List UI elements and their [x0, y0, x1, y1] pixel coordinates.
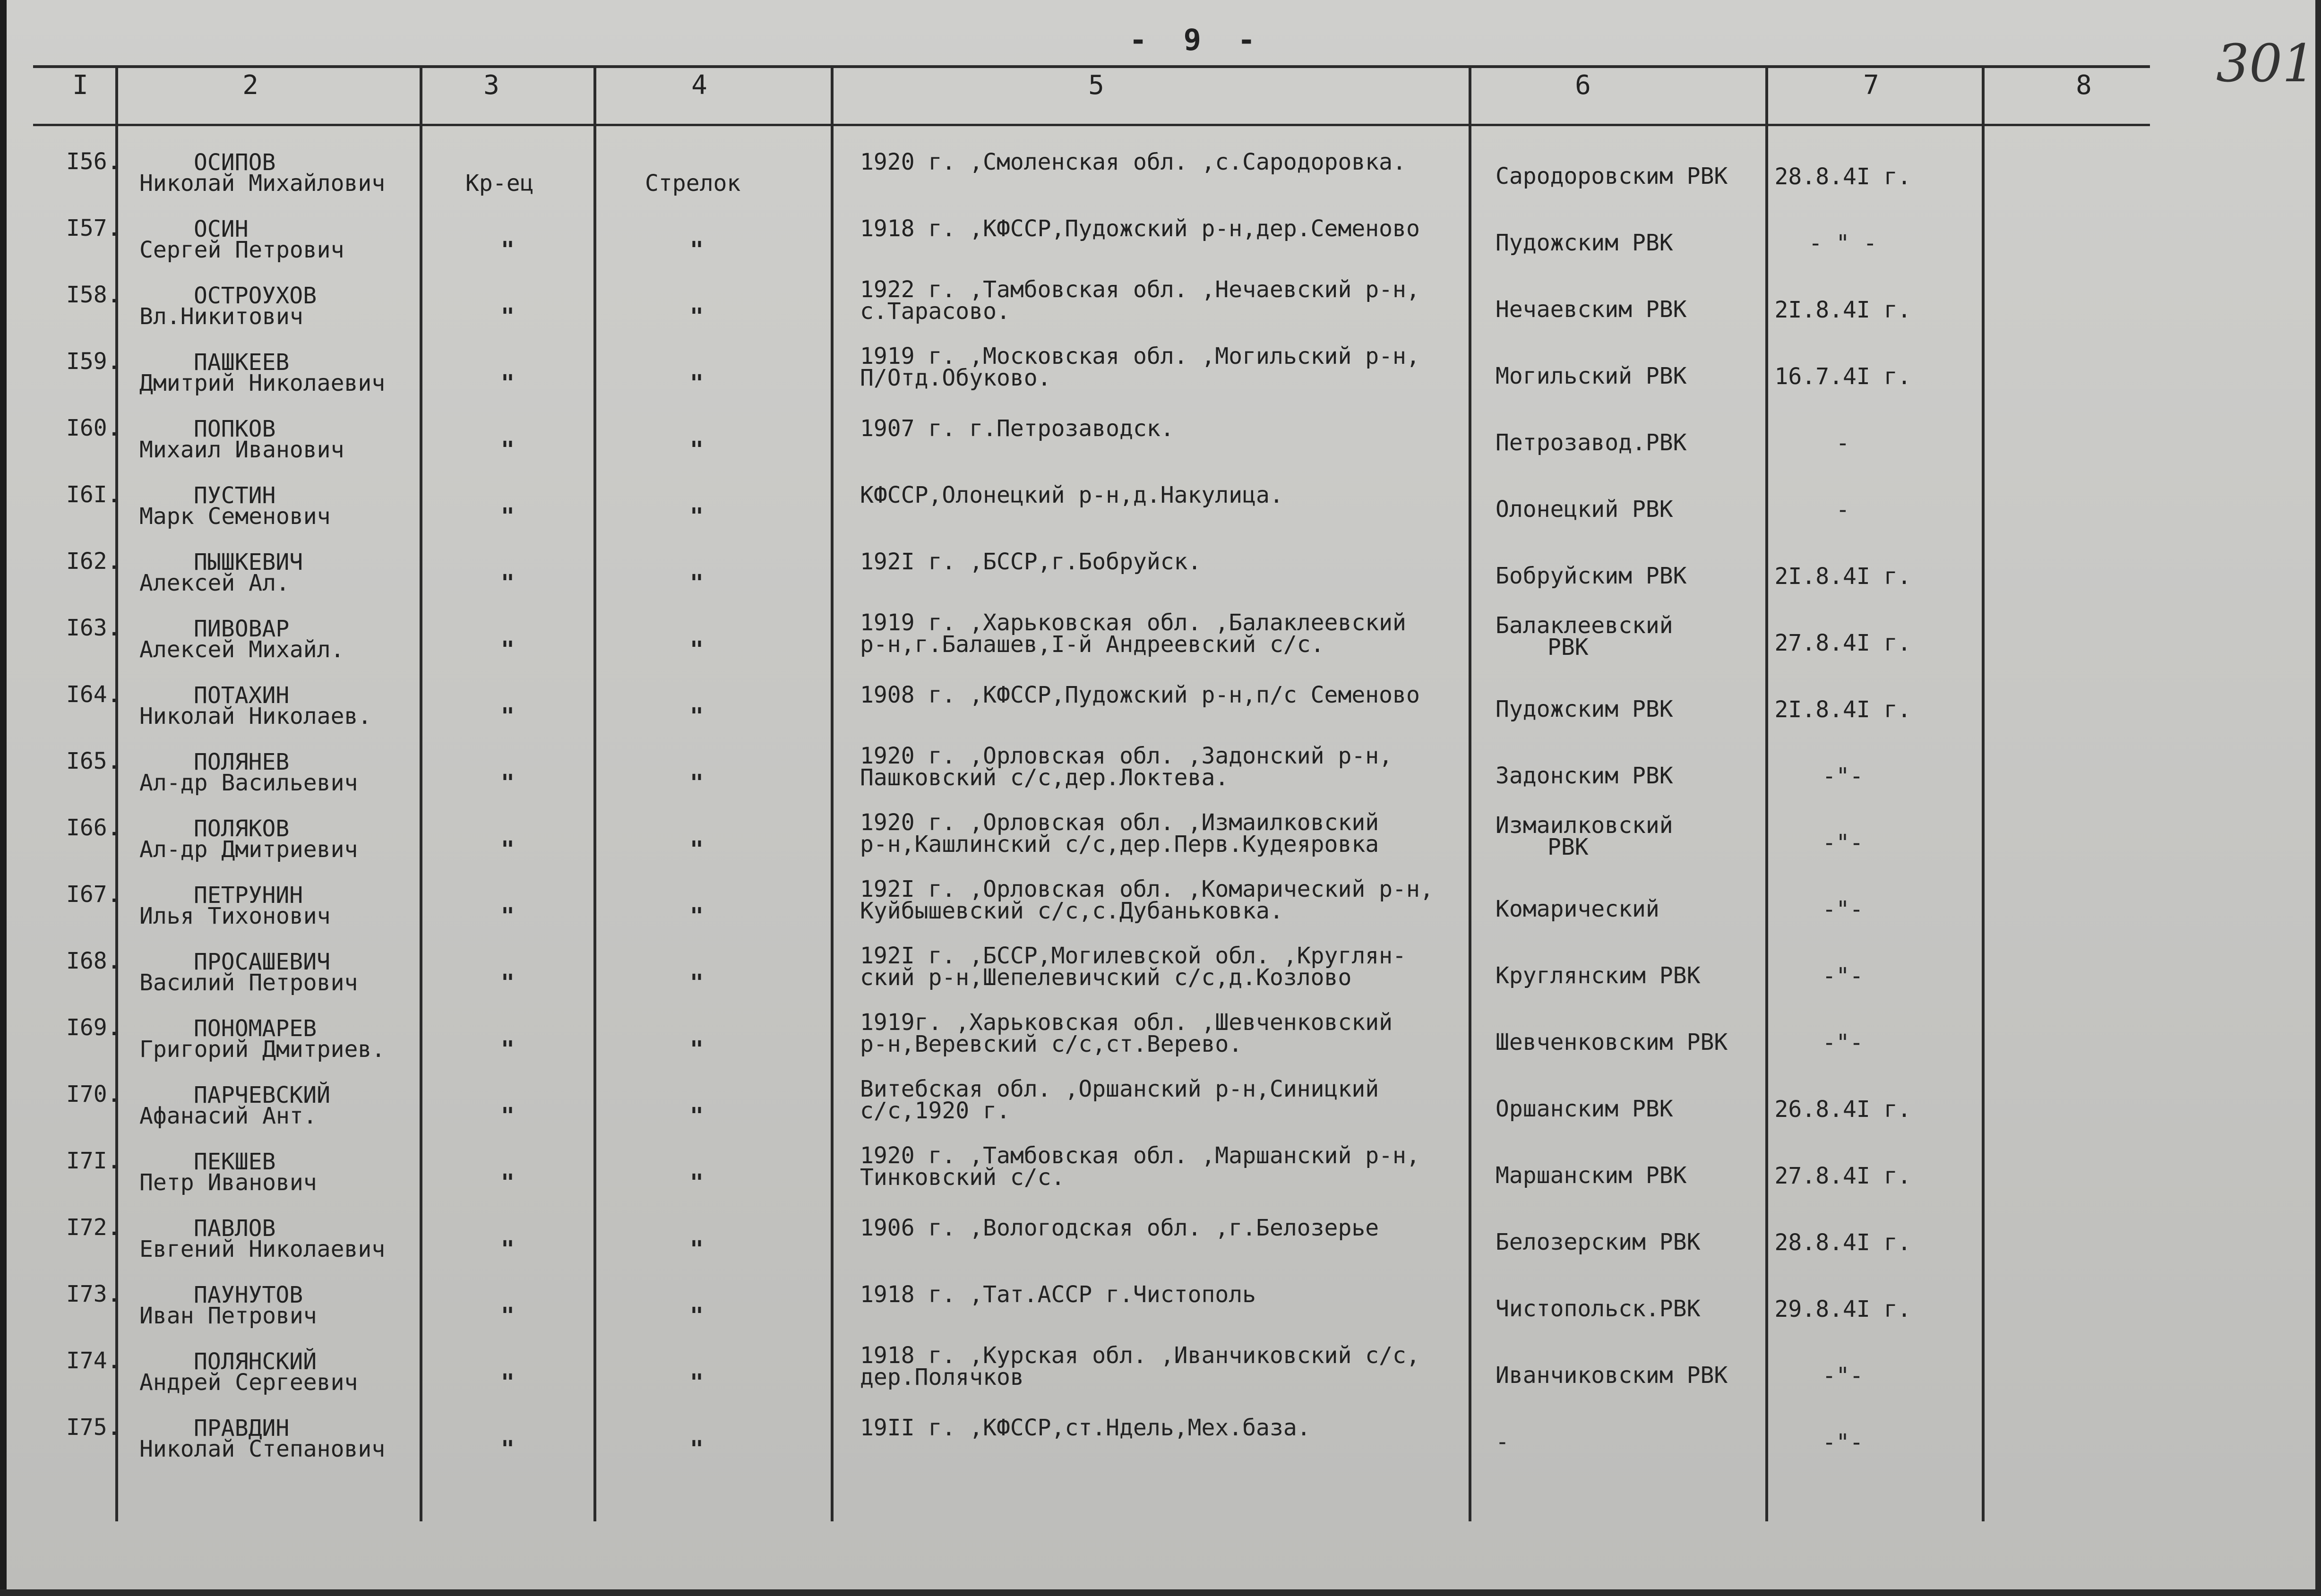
birth-details-line: 1919 г. ,Харьковская обл. ,Балаклеевский: [860, 609, 1406, 636]
birth-details-line: Тинковский с/с.: [860, 1164, 1065, 1191]
column-number: 8: [2076, 70, 2092, 101]
call-up-date: 2I.8.4I г.: [1774, 563, 1911, 590]
birth-details-line: КФССР,Олонецкий р-н,д.Накулица.: [860, 482, 1283, 508]
draft-office: [1496, 1231, 1700, 1253]
rank: ": [501, 1436, 515, 1462]
birth-details-line: 1920 г. ,Смоленская обл. ,с.Сародоровка.: [860, 149, 1406, 175]
draft-office: [1496, 898, 1659, 920]
birth-details: [860, 1281, 1256, 1308]
record-number: I60.: [66, 415, 121, 441]
birth-details: [860, 151, 1406, 173]
table-top-rule: [33, 65, 2150, 68]
film-edge-bottom: [0, 1589, 2321, 1596]
position: ": [690, 1236, 704, 1262]
rank: ": [501, 770, 515, 796]
draft-office: [1496, 1162, 1687, 1189]
birth-details-line: 1918 г. ,КФССР,Пудожский р-н,дер.Семеново: [860, 215, 1420, 242]
draft-office-line: Сародоровским РВК: [1496, 163, 1728, 189]
draft-office: [1496, 698, 1673, 720]
given-name: Николай Николаев.: [139, 703, 372, 729]
rank: ": [501, 237, 515, 263]
rank: ": [501, 1303, 515, 1329]
table-header-rule: [33, 124, 2150, 126]
rank: ": [501, 903, 515, 929]
call-up-date: 28.8.4I г.: [1774, 1229, 1911, 1256]
surname: ОСТРОУХОВ: [194, 283, 317, 309]
table-row: [0, 208, 2321, 275]
draft-office-line: Нечаевским РВК: [1496, 296, 1687, 323]
birth-details-line: р-н,Веревский с/с,ст.Верево.: [860, 1031, 1243, 1057]
surname: ОСИПОВ: [194, 149, 276, 176]
record-number: I6I.: [66, 481, 121, 508]
birth-details: [860, 1417, 1311, 1439]
rank: ": [501, 636, 515, 663]
surname: ПОЛЯНСКИЙ: [194, 1348, 317, 1375]
draft-office: [1496, 1031, 1728, 1053]
surname: ОСИН: [194, 216, 249, 242]
position: ": [690, 370, 704, 396]
position: Стрелок: [645, 170, 741, 197]
position: ": [690, 703, 704, 729]
table-row: [0, 1208, 2321, 1274]
call-up-date: 16.7.4I г.: [1774, 363, 1911, 390]
call-up-date: 27.8.4I г.: [1774, 1163, 1911, 1189]
rank: ": [501, 1369, 515, 1396]
draft-office-line: РВК: [1547, 834, 1589, 860]
record-number: I64.: [66, 681, 121, 708]
position: ": [690, 1169, 704, 1196]
birth-details-line: Витебская обл. ,Оршанский р-н,Синицкий: [860, 1076, 1379, 1102]
birth-details-line: 1918 г. ,Тат.АССР г.Чистополь: [860, 1281, 1256, 1308]
surname: ПОЛЯНЕВ: [194, 749, 290, 775]
draft-office: [1496, 1098, 1673, 1120]
draft-office-line: Комаричеcкий: [1496, 896, 1659, 922]
birth-details-line: 192I г. ,БССР,Могилевской обл. ,Круглян-: [860, 943, 1406, 969]
page-number: - 9 -: [1129, 23, 1265, 57]
call-up-date: -: [1836, 497, 1850, 523]
rank: ": [501, 303, 515, 330]
birth-details: [860, 1009, 1393, 1057]
call-up-date: 26.8.4I г.: [1774, 1096, 1911, 1123]
draft-office: [1496, 429, 1687, 456]
birth-details: [860, 345, 1420, 389]
draft-office-line: Шевченковским РВК: [1496, 1029, 1728, 1055]
call-up-date: -"-: [1822, 830, 1864, 856]
draft-office: [1496, 1362, 1728, 1389]
draft-office-line: Иванчиковским РВК: [1496, 1362, 1728, 1389]
position: ": [690, 303, 704, 330]
birth-details: [860, 1342, 1420, 1390]
birth-details: [860, 1078, 1379, 1122]
call-up-date: 2I.8.4I г.: [1774, 297, 1911, 323]
given-name: Николай Михайлович: [139, 170, 386, 197]
birth-details-line: 1918 г. ,Курская обл. ,Иванчиковский с/с,: [860, 1342, 1420, 1369]
surname: ПОНОМАРЕВ: [194, 1015, 317, 1042]
surname: ПЫШКЕВИЧ: [194, 549, 303, 575]
record-number: I56.: [66, 148, 121, 175]
draft-office: [1496, 1431, 1509, 1453]
birth-details-line: ский р-н,Шепелевичский с/с,д.Козлово: [860, 964, 1352, 991]
table-row: [0, 675, 2321, 741]
rank: ": [501, 1169, 515, 1196]
birth-details: [860, 809, 1379, 858]
record-number: I57.: [66, 215, 121, 241]
birth-details-line: р-н,г.Балашев,I-й Андреевский с/с.: [860, 631, 1324, 658]
call-up-date: -"-: [1822, 763, 1864, 789]
given-name: Алексей Михайл.: [139, 636, 344, 663]
archive-page-number: 301: [2216, 33, 2315, 94]
birth-details: [860, 484, 1283, 506]
call-up-date: -"-: [1822, 963, 1864, 989]
call-up-date: 28.8.4I г.: [1774, 163, 1911, 190]
draft-office: [1496, 1298, 1700, 1320]
draft-office-line: Задонским РВК: [1496, 763, 1673, 789]
call-up-date: 27.8.4I г.: [1774, 630, 1911, 656]
birth-details: [860, 551, 1201, 573]
birth-details-line: 1906 г. ,Вологодская обл. ,г.Белозерье: [860, 1215, 1379, 1241]
birth-details-line: дер.Полячков: [860, 1364, 1024, 1390]
surname: ПОПКОВ: [194, 416, 276, 442]
call-up-date: -"-: [1822, 896, 1864, 923]
rank: ": [501, 437, 515, 463]
surname: ПОТАХИН: [194, 682, 290, 709]
given-name: Ал-др Васильевич: [139, 770, 358, 796]
given-name: Петр Иванович: [139, 1169, 317, 1196]
draft-office-line: Могильский РВК: [1496, 363, 1687, 389]
call-up-date: -: [1836, 430, 1850, 456]
birth-details: [860, 1217, 1379, 1239]
surname: ПАВЛОВ: [194, 1215, 276, 1242]
birth-details: [860, 215, 1420, 242]
rank: Кр-ец: [465, 170, 534, 197]
record-number: I73.: [66, 1281, 121, 1307]
draft-office-line: Круглянским РВК: [1496, 962, 1701, 989]
table-row: [0, 142, 2321, 208]
position: ": [690, 237, 704, 263]
birth-details-line: 1920 г. ,Орловская обл. ,Задонский р-н,: [860, 743, 1393, 769]
record-number: I58.: [66, 282, 121, 308]
surname: ПИВОВАР: [194, 616, 290, 642]
birth-details: [860, 878, 1434, 922]
draft-office-line: Чистопольск.РВК: [1496, 1296, 1701, 1322]
column-number: 4: [691, 70, 707, 101]
given-name: Николай Степанович: [139, 1436, 386, 1462]
position: ": [690, 437, 704, 463]
position: ": [690, 636, 704, 663]
given-name: Илья Тихонович: [139, 903, 331, 929]
rank: ": [501, 370, 515, 396]
rank: ": [501, 970, 515, 996]
position: ": [690, 903, 704, 929]
column-number: I: [72, 70, 88, 101]
table-row: [0, 1274, 2321, 1340]
call-up-date: -"-: [1822, 1429, 1864, 1456]
birth-details-line: 1922 г. ,Тамбовская обл. ,Нечаевский р-н,: [860, 276, 1420, 303]
record-number: I63.: [66, 615, 121, 641]
draft-office: [1496, 496, 1673, 523]
given-name: Дмитрий Николаевич: [139, 370, 386, 396]
position: ": [690, 503, 704, 530]
given-name: Иван Петрович: [139, 1303, 317, 1329]
position: ": [690, 970, 704, 996]
table-row: [0, 1407, 2321, 1474]
birth-details-line: 1907 г. г.Петрозаводск.: [860, 415, 1174, 442]
position: ": [690, 1436, 704, 1462]
draft-office-line: Олонецкий РВК: [1496, 496, 1673, 523]
draft-office-line: Пудожским РВК: [1496, 696, 1673, 722]
draft-office-line: Балаклеевский: [1496, 612, 1673, 639]
given-name: Михаил Иванович: [139, 437, 344, 463]
given-name: Алексей Ал.: [139, 570, 290, 596]
birth-details: [860, 943, 1406, 991]
given-name: Андрей Сергеевич: [139, 1369, 358, 1396]
draft-office: [1496, 165, 1728, 187]
given-name: Вл.Никитович: [139, 303, 303, 330]
birth-details: [860, 609, 1406, 658]
rank: ": [501, 1103, 515, 1129]
birth-details: [860, 745, 1393, 789]
rank: ": [501, 703, 515, 729]
draft-office: [1496, 765, 1673, 787]
birth-details-line: р-н,Кашлинский с/с,дер.Перв.Кудеяровка: [860, 831, 1379, 858]
birth-details: [860, 684, 1420, 706]
birth-details-line: с.Тарасово.: [860, 298, 1010, 325]
draft-office: [1496, 612, 1673, 661]
surname: ПОЛЯКОВ: [194, 815, 290, 842]
birth-details-line: 1919г. ,Харьковская обл. ,Шевченковский: [860, 1009, 1393, 1036]
call-up-date: -"-: [1822, 1030, 1864, 1056]
draft-office-line: Оршанским РВК: [1496, 1096, 1673, 1122]
position: ": [690, 1369, 704, 1396]
birth-details: [860, 415, 1174, 442]
record-number: I7I.: [66, 1148, 121, 1174]
birth-details-line: 1920 г. ,Тамбовская обл. ,Маршанский р-н,: [860, 1142, 1420, 1169]
given-name: Марк Семенович: [139, 503, 331, 530]
record-number: I68.: [66, 948, 121, 974]
draft-office-line: Петрозавод.РВК: [1496, 429, 1687, 456]
record-number: I65.: [66, 748, 121, 774]
draft-office: [1496, 296, 1687, 323]
surname: ПЕТРУНИН: [194, 882, 303, 909]
table-row: [0, 1074, 2321, 1141]
table-row: [0, 408, 2321, 474]
call-up-date: - " -: [1808, 230, 1877, 257]
record-number: I74.: [66, 1347, 121, 1374]
call-up-date: 29.8.4I г.: [1774, 1296, 1911, 1322]
record-number: I69.: [66, 1014, 121, 1041]
table-row: [0, 808, 2321, 874]
surname: ПРОСАШЕВИЧ: [194, 949, 330, 975]
column-number: 5: [1088, 70, 1104, 101]
table-row: [0, 275, 2321, 341]
record-number: I70.: [66, 1081, 121, 1107]
draft-office-line: РВК: [1547, 634, 1589, 661]
table-row: [0, 475, 2321, 541]
birth-details: [860, 1142, 1420, 1191]
birth-details-line: 192I г. ,Орловская обл. ,Комаричеcкий р-н,: [860, 876, 1434, 902]
rank: ": [501, 570, 515, 596]
surname: ПЕКШЕВ: [194, 1149, 276, 1175]
draft-office-line: -: [1496, 1429, 1509, 1455]
given-name: Григорий Дмитриев.: [139, 1036, 386, 1063]
column-number: 2: [242, 70, 258, 101]
given-name: Евгений Николаевич: [139, 1236, 386, 1262]
birth-details-line: 1919 г. ,Московская обл. ,Могильский р-н,: [860, 343, 1420, 369]
rank: ": [501, 836, 515, 863]
given-name: Сергей Петрович: [139, 237, 344, 263]
position: ": [690, 770, 704, 796]
birth-details-line: Пашковский с/с,дер.Локтева.: [860, 764, 1229, 791]
draft-office-line: Пудожским РВК: [1496, 230, 1673, 256]
position: ": [690, 836, 704, 863]
surname: ПУСТИН: [194, 482, 276, 509]
record-number: I67.: [66, 881, 121, 908]
position: ": [690, 1103, 704, 1129]
rank: ": [501, 503, 515, 530]
birth-details-line: 1920 г. ,Орловская обл. ,Измаилковский: [860, 809, 1379, 836]
record-number: I62.: [66, 548, 121, 575]
surname: ПАШКЕЕВ: [194, 349, 290, 376]
draft-office-line: Белозерским РВК: [1496, 1229, 1701, 1255]
birth-details-line: П/Отд.Обуково.: [860, 365, 1051, 391]
table-row: [0, 541, 2321, 608]
given-name: Афанасий Ант.: [139, 1103, 317, 1129]
table-row: [0, 342, 2321, 408]
given-name: Ал-др Дмитриевич: [139, 836, 358, 863]
table-row: [0, 875, 2321, 941]
birth-details-line: Куйбышевский с/с,с.Дубаньковка.: [860, 898, 1283, 924]
record-number: I75.: [66, 1414, 121, 1441]
call-up-date: 2I.8.4I г.: [1774, 696, 1911, 723]
draft-office: [1496, 812, 1673, 860]
draft-office-line: Бобруйским РВК: [1496, 563, 1687, 589]
record-number: I59.: [66, 348, 121, 375]
column-number: 7: [1863, 70, 1879, 101]
birth-details-line: 19II г. ,КФССР,ст.Ндель,Мех.база.: [860, 1415, 1311, 1441]
table-row: [0, 941, 2321, 1007]
column-number: 3: [483, 70, 499, 101]
rank: ": [501, 1036, 515, 1063]
table-row: [0, 1141, 2321, 1207]
record-number: I72.: [66, 1214, 121, 1241]
table-row: [0, 608, 2321, 674]
surname: ПАРЧЕВСКИЙ: [194, 1082, 330, 1108]
given-name: Василий Петрович: [139, 970, 358, 996]
draft-office: [1496, 565, 1687, 587]
draft-office-line: Измаилковский: [1496, 812, 1673, 839]
position: ": [690, 1036, 704, 1063]
table-row: [0, 1341, 2321, 1407]
birth-details-line: 1908 г. ,КФССР,Пудожский р-н,п/с Семеново: [860, 682, 1420, 708]
draft-office: [1496, 232, 1673, 254]
birth-details-line: с/с,1920 г.: [860, 1098, 1010, 1124]
draft-office-line: Маршанским РВК: [1496, 1162, 1687, 1189]
rank: ": [501, 1236, 515, 1262]
position: ": [690, 570, 704, 596]
call-up-date: -"-: [1822, 1363, 1864, 1389]
draft-office: [1496, 962, 1701, 989]
table-row: [0, 1008, 2321, 1074]
draft-office: [1496, 365, 1687, 387]
birth-details: [860, 276, 1420, 325]
position: ": [690, 1303, 704, 1329]
birth-details-line: 192I г. ,БССР,г.Бобруйск.: [860, 549, 1202, 575]
surname: ПАУНУТОВ: [194, 1282, 303, 1308]
table-row: [0, 741, 2321, 807]
surname: ПРАВДИН: [194, 1415, 290, 1442]
record-number: I66.: [66, 815, 121, 841]
column-number: 6: [1575, 70, 1591, 101]
